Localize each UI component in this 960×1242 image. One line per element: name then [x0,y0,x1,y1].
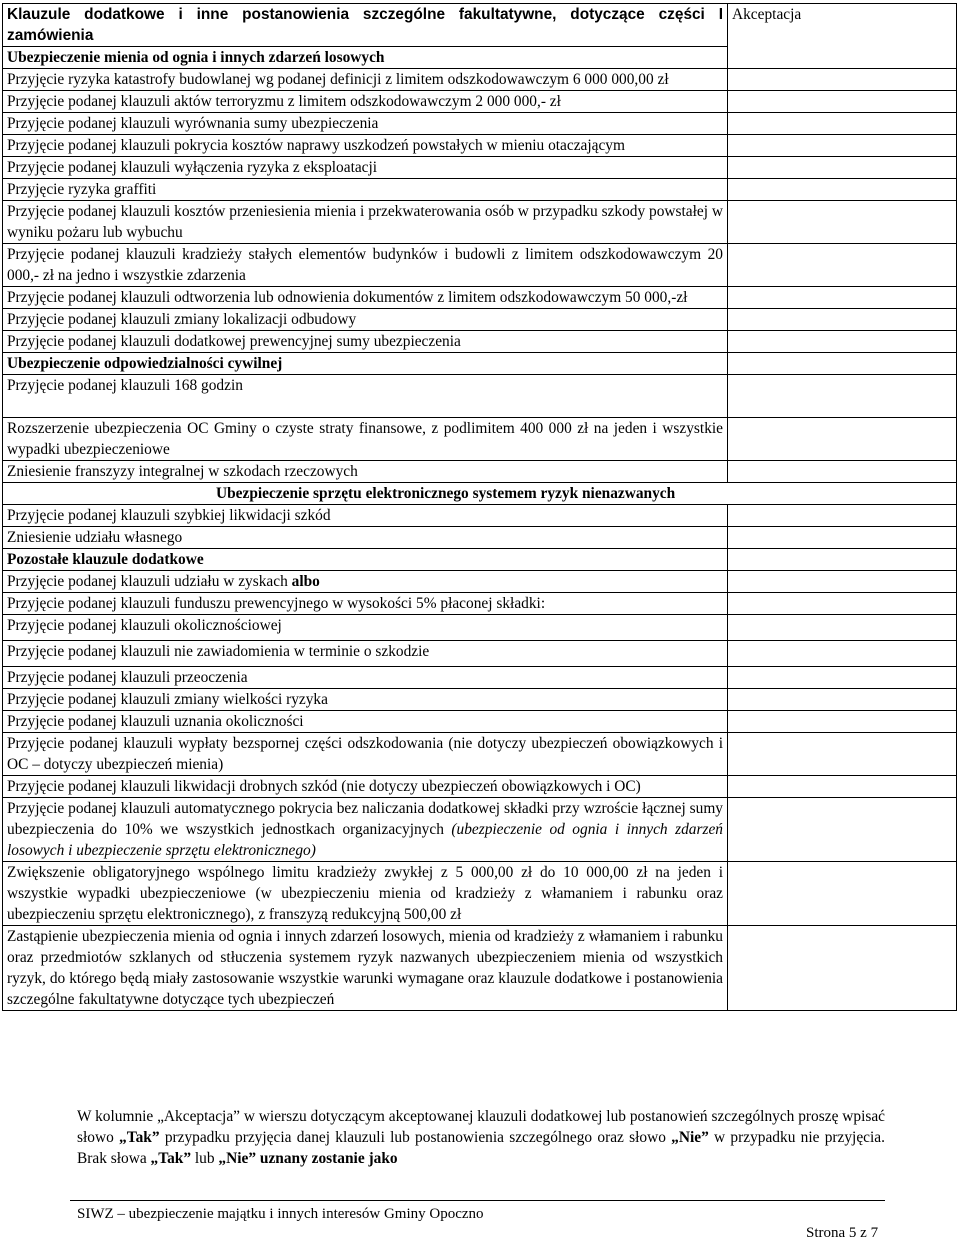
clause-row: Przyjęcie podanej klauzuli kradzieży stałych elementów budynków i budowli z limitem odszkodowawczym 20 000,- zł na jedno i wszystkie zdarzenia [3,244,728,287]
albo-word: albo [291,573,320,590]
acceptance-cell[interactable] [728,711,957,733]
clause-row [3,798,728,862]
acceptance-cell[interactable] [728,593,957,615]
acceptance-cell[interactable] [728,505,957,527]
acceptance-cell[interactable] [728,527,957,549]
acceptance-cell[interactable] [728,157,957,179]
clause-text: Przyjęcie podanej klauzuli automatycznego pokrycia bez naliczania dodatkowej składki przy wzroście łącznej sumy ubezpieczenia do 10% we wszystkich jednostkach organizacyjnych [7,800,723,838]
footer-document-title: SIWZ – ubezpieczenie majątku i innych interesów Gminy Opoczno [77,1206,484,1222]
table-header-row [3,4,957,47]
acceptance-cell[interactable] [728,461,957,483]
acceptance-cell[interactable] [728,571,957,593]
acceptance-cell [728,549,957,571]
clause-row: Zniesienie udziału własnego [3,527,728,549]
acceptance-cell[interactable] [728,135,957,157]
note-text: w przypadku nie przyjęcia. Brak słowa [77,1129,885,1167]
acceptance-cell[interactable] [728,667,957,689]
section-title-liability: Ubezpieczenie odpowiedzialności cywilnej [3,353,728,375]
acceptance-cell[interactable] [728,201,957,244]
clause-row: Przyjęcie podanej klauzuli kosztów przeniesienia mienia i przekwaterowania osób w przypadku szkody powstałej w wyniku pożaru lub wybuchu [3,201,728,244]
clause-row: Zniesienie franszyzy integralnej w szkodach rzeczowych [3,461,728,483]
section-title-electronics: Ubezpieczenie sprzętu elektronicznego systemem ryzyk nienazwanych [3,483,957,505]
acceptance-cell[interactable] [728,689,957,711]
acceptance-cell[interactable] [728,862,957,926]
clause-text: Przyjęcie podanej klauzuli udziału w zyskach [7,573,288,590]
acceptance-cell[interactable] [728,331,957,353]
acceptance-cell[interactable] [728,91,957,113]
acceptance-cell[interactable] [728,641,957,667]
acceptance-cell[interactable] [728,418,957,461]
clause-row: Przyjęcie podanej klauzuli okolicznościowej [3,615,728,641]
clause-row: Przyjęcie podanej klauzuli wyrównania sumy ubezpieczenia [3,113,728,135]
clause-row: Przyjęcie podanej klauzuli dodatkowej prewencyjnej sumy ubezpieczenia [3,331,728,353]
acceptance-cell[interactable] [728,287,957,309]
clause-row: Przyjęcie podanej klauzuli zmiany wielkości ryzyka [3,689,728,711]
clause-row: Przyjęcie podanej klauzuli odtworzenia lub odnowienia dokumentów z limitem odszkodowawczym 50 000,-zł [3,287,728,309]
acceptance-cell[interactable] [728,375,957,418]
clause-row: Przyjęcie podanej klauzuli aktów terroryzmu z limitem odszkodowawczym 2 000 000,- zł [3,91,728,113]
section-title-other: Pozostałe klauzule dodatkowe [3,549,728,571]
clause-row: Przyjęcie podanej klauzuli 168 godzin [3,375,728,418]
clause-note: (ubezpieczenie od ognia i innych zdarzeń losowych i ubezpieczenie sprzętu elektronicznego) [7,821,723,859]
note-tak: „Tak” [150,1150,192,1167]
acceptance-header: Akceptacja [728,4,957,69]
note-text: W kolumnie „Akceptacja” w wierszu dotyczącym akceptowanej klauzuli dodatkowej lub postanowień szczególnych proszę wpisać słowo [77,1108,885,1146]
clause-row: Przyjęcie podanej klauzuli funduszu prewencyjnego w wysokości 5% płaconej składki: [3,593,728,615]
acceptance-cell[interactable] [728,926,957,1011]
clauses-table [2,3,957,1011]
note-text: lub [194,1150,215,1167]
acceptance-instructions [77,1106,885,1169]
note-tak: „Tak” [119,1129,160,1146]
acceptance-cell[interactable] [728,733,957,776]
clause-row: Przyjęcie podanej klauzuli szybkiej likwidacji szkód [3,505,728,527]
note-text: uznany zostanie jako [259,1150,398,1167]
note-nie: „Nie” [218,1150,257,1167]
clause-row [3,571,728,593]
footer-divider [70,1200,885,1201]
clause-row: Zastąpienie ubezpieczenia mienia od ognia i innych zdarzeń losowych, mienia od kradzieży z włamaniem i rabunku oraz przedmiotów szklanych od stłuczenia systemem ryzyk nazwanych ubezpieczeniem mienia od wszystkich ryzyk, do którego będą miały zastosowanie wszystkie warunki wymagane oraz klauzule dodatkowe i postanowienia szczególne fakultatywne dotyczące tych ubezpieczeń [3,926,728,1011]
clause-row: Przyjęcie podanej klauzuli likwidacji drobnych szkód (nie dotyczy ubezpieczeń obowiązkowych i OC) [3,776,728,798]
clause-row: Przyjęcie podanej klauzuli pokrycia kosztów naprawy uszkodzeń powstałych w mieniu otaczającym [3,135,728,157]
acceptance-cell[interactable] [728,776,957,798]
clause-row: Przyjęcie podanej klauzuli zmiany lokalizacji odbudowy [3,309,728,331]
acceptance-cell [728,353,957,375]
clause-row: Przyjęcie podanej klauzuli wyłączenia ryzyka z eksploatacji [3,157,728,179]
clause-row: Przyjęcie podanej klauzuli wypłaty bezspornej części odszkodowania (nie dotyczy ubezpieczeń obowiązkowych i OC – dotyczy ubezpieczeń mienia) [3,733,728,776]
clause-row: Przyjęcie podanej klauzuli uznania okoliczności [3,711,728,733]
acceptance-cell[interactable] [728,69,957,91]
table-header: Klauzule dodatkowe i inne postanowienia szczególne fakultatywne, dotyczące części I zamówienia [3,4,728,47]
clause-row: Rozszerzenie ubezpieczenia OC Gminy o czyste straty finansowe, z podlimitem 400 000 zł na jeden i wszystkie wypadki ubezpieczeniowe [3,418,728,461]
clause-row: Zwiększenie obligatoryjnego wspólnego limitu kradzieży zwykłej z 5 000,00 zł do 10 000,00 zł na jeden i wszystkie wypadki ubezpieczeniowe (w ubezpieczeniu mienia od kradzieży z włamaniem i rabunku oraz ubezpieczeniu sprzętu elektronicznego), z franszyzą redukcyjną 500,00 zł [3,862,728,926]
clause-row: Przyjęcie ryzyka graffiti [3,179,728,201]
acceptance-cell[interactable] [728,113,957,135]
page-number: Strona 5 z 7 [806,1225,879,1241]
note-text: przypadku przyjęcia danej klauzuli lub postanowienia szczególnego oraz słowo [164,1129,666,1146]
acceptance-cell[interactable] [728,309,957,331]
acceptance-cell[interactable] [728,179,957,201]
acceptance-cell[interactable] [728,244,957,287]
clause-row: Przyjęcie ryzyka katastrofy budowlanej wg podanej definicji z limitem odszkodowawczym 6 000 000,00 zł [3,69,728,91]
section-title-fire: Ubezpieczenie mienia od ognia i innych zdarzeń losowych [3,47,728,69]
note-nie: „Nie” [671,1129,709,1146]
acceptance-cell[interactable] [728,798,957,862]
clause-row: Przyjęcie podanej klauzuli przeoczenia [3,667,728,689]
clause-row: Przyjęcie podanej klauzuli nie zawiadomienia w terminie o szkodzie [3,641,728,667]
acceptance-cell[interactable] [728,615,957,641]
